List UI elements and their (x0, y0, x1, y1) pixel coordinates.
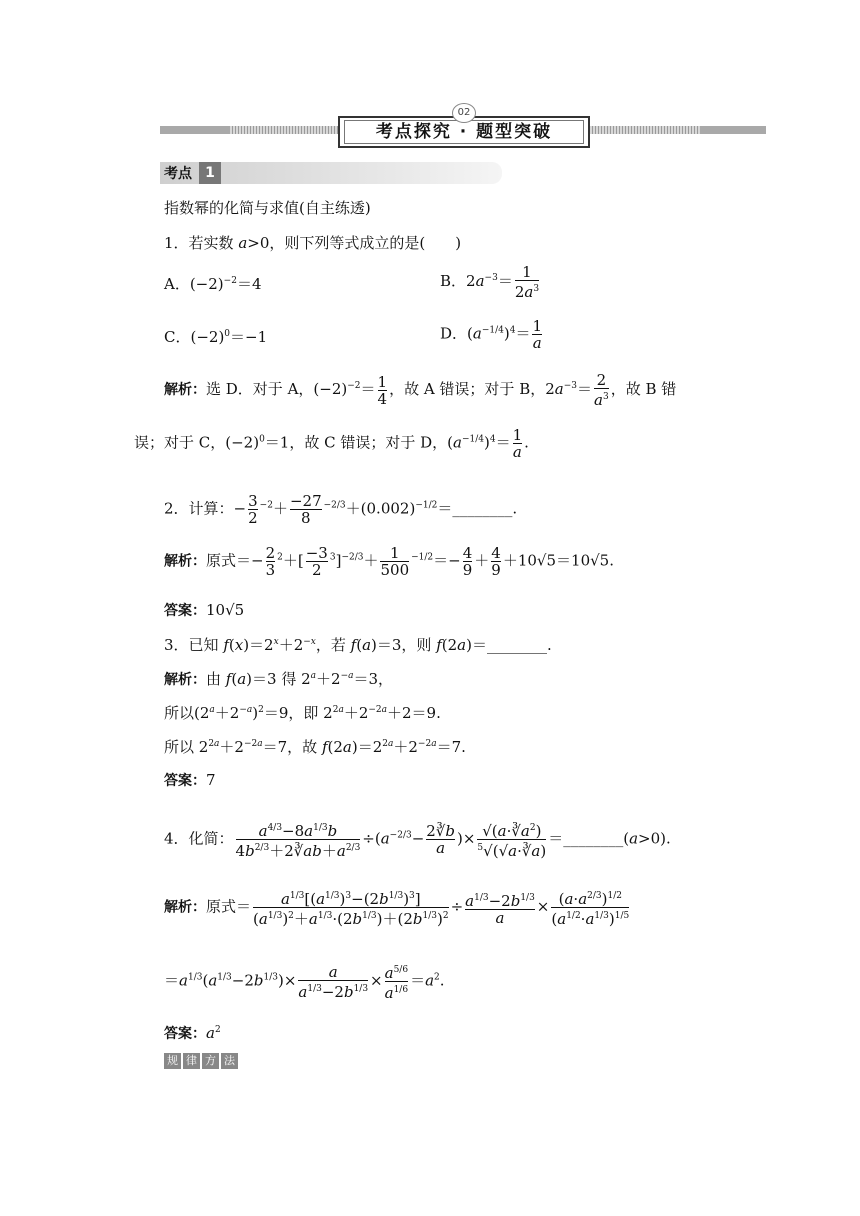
q2-solution: 解析：原式＝− $\frac{2}{3}$ $^2$＋[ $\frac{-3}{2}$ $^3$]$^{-2/3}$＋ $\frac{1}{500}$ $^{-1/2}$＝− $\frac{4}{9}$ ＋ $\frac{4}{9}$ ＋10√5＝10√5. (164, 544, 614, 579)
q4-stem: 4．化简： $\frac{a^{4/3}-8a^{1/3}b}{4b^{2/3}+2∛ab+a^{2/3}}$ $\div(a^{-2/3}-$ $\frac{2∛b}{a}$ )× $\frac{√(a\cdot∛a^2)}{^5√(√a\cdot∛a)}$ ＝________(a>0). (164, 822, 671, 860)
q1-stem: 1．若实数 a>0，则下列等式成立的是( ) (164, 234, 462, 252)
q1-option-c: C．$(-2)^0=-1$ (164, 328, 268, 346)
method-tag-3: 方 (202, 1053, 219, 1069)
q1-solution-line1: 解析：选 D．对于 A，$(-2)^{-2}=$ $\frac{1}{4}$ ，故 A 错误；对于 B，$2a^{-3}=$ $\frac{2}{a^3}$ ，故 B 错 (164, 371, 677, 409)
q3-solution-line2: 所以$(2^a+2^{-a})^2=9$，即 $2^{2a}+2^{-2a}+2=9$. (164, 704, 441, 722)
q1-option-d: D．$(a^{-1/4})^4=$ $\frac{1}{a}$ (440, 317, 543, 352)
q3-solution-line1: 解析：由 f(a)＝3 得 $2^a+2^{-a}=3$， (164, 670, 394, 688)
q1-option-b: B．$2a^{-3}=$ $\frac{1}{2a^3}$ (440, 263, 540, 301)
q4-solution-line2: $=a^{1/3}(a^{1/3}-2b^{1/3})\times$ $\frac{a}{a^{1/3}-2b^{1/3}}$ × $\frac{a^{5/6}}{a^{1/6}}$ $=a^2$. (164, 962, 445, 1002)
q3-answer: 答案：7 (164, 771, 216, 789)
topic-title: 指数幂的化简与求值(自主练透) (164, 199, 371, 217)
q3-solution-line3: 所以 $2^{2a}+2^{-2a}=7$，故 $f(2a)=2^{2a}+2^{-2a}=7$. (164, 738, 466, 756)
q1-solution-line2: 误；对于 C，$(-2)^0=1$，故 C 错误；对于 D，$(a^{-1/4})^4=$ $\frac{1}{a}$ . (134, 426, 529, 461)
q3-stem: 3．已知 $f(x)=2^x+2^{-x}$，若 f(a)＝3，则 f(2a)＝________. (164, 636, 552, 654)
q2-stem: 2．计算：− $\frac{3}{2}$ $^{-2}$＋ $\frac{-27}{8}$ $^{-2/3}+(0.002)^{-1/2}=\_\_\_\_\_\_\_\_$. (164, 492, 518, 527)
topic-number: 1 (199, 162, 221, 184)
q1-option-a: A．$(-2)^{-2}=4$ (164, 275, 262, 293)
method-tag-2: 律 (183, 1053, 200, 1069)
header-decor-right (700, 126, 766, 134)
header-decor-left (160, 126, 230, 134)
q4-answer: 答案：$a^2$ (164, 1024, 221, 1042)
section-title: 考点探究 · 题型突破 (375, 122, 553, 142)
method-tag-4: 法 (221, 1053, 238, 1069)
section-badge: 02 (452, 103, 476, 123)
q4-solution-line1: 解析：原式＝ $\frac{a^{1/3}[(a^{1/3})^3-(2b^{1/3})^3]}{(a^{1/3})^2+a^{1/3}\cdot(2b^{1/3})+(2b^{1/3})^2}$ ÷ $\frac{a^{1/3}-2b^{1/3}}{a}$ × $\frac{(a\cdot a^{2/3})^{1/2}}{(a^{1/2}\cdot a^{1/3})^{1/5}}$ (164, 890, 630, 928)
method-tag-1: 规 (164, 1053, 181, 1069)
q2-answer: 答案：10√5 (164, 601, 245, 619)
topic-label: 考点 (164, 166, 192, 182)
